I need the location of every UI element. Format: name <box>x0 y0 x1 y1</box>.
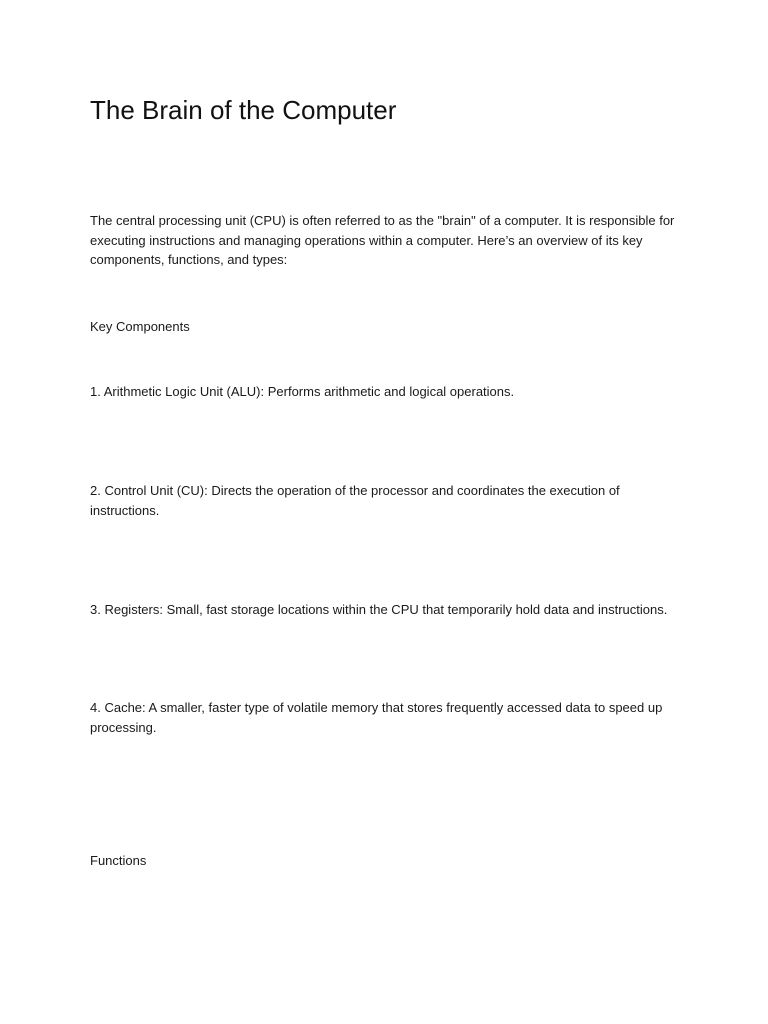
list-item: 4. Cache: A smaller, faster type of volatile memory that stores frequently accessed data to speed up processing. <box>90 700 663 735</box>
document-title: The Brain of the Computer <box>90 95 397 125</box>
list-item: 2. Control Unit (CU): Directs the operation of the processor and coordinates the execution of instructions. <box>90 483 620 518</box>
list-item: 1. Arithmetic Logic Unit (ALU): Performs arithmetic and logical operations. <box>90 384 515 399</box>
intro-paragraph: The central processing unit (CPU) is often referred to as the "brain" of a computer. It is responsible for executing instructions and managing operations within a computer. Here’s an overview of its key components, functions, and types: <box>90 213 675 268</box>
section-heading-key-components: Key Components <box>90 319 190 334</box>
list-item: 3. Registers: Small, fast storage locations within the CPU that temporarily hold data and instructions. <box>90 602 668 617</box>
section-heading-functions: Functions <box>90 853 147 868</box>
